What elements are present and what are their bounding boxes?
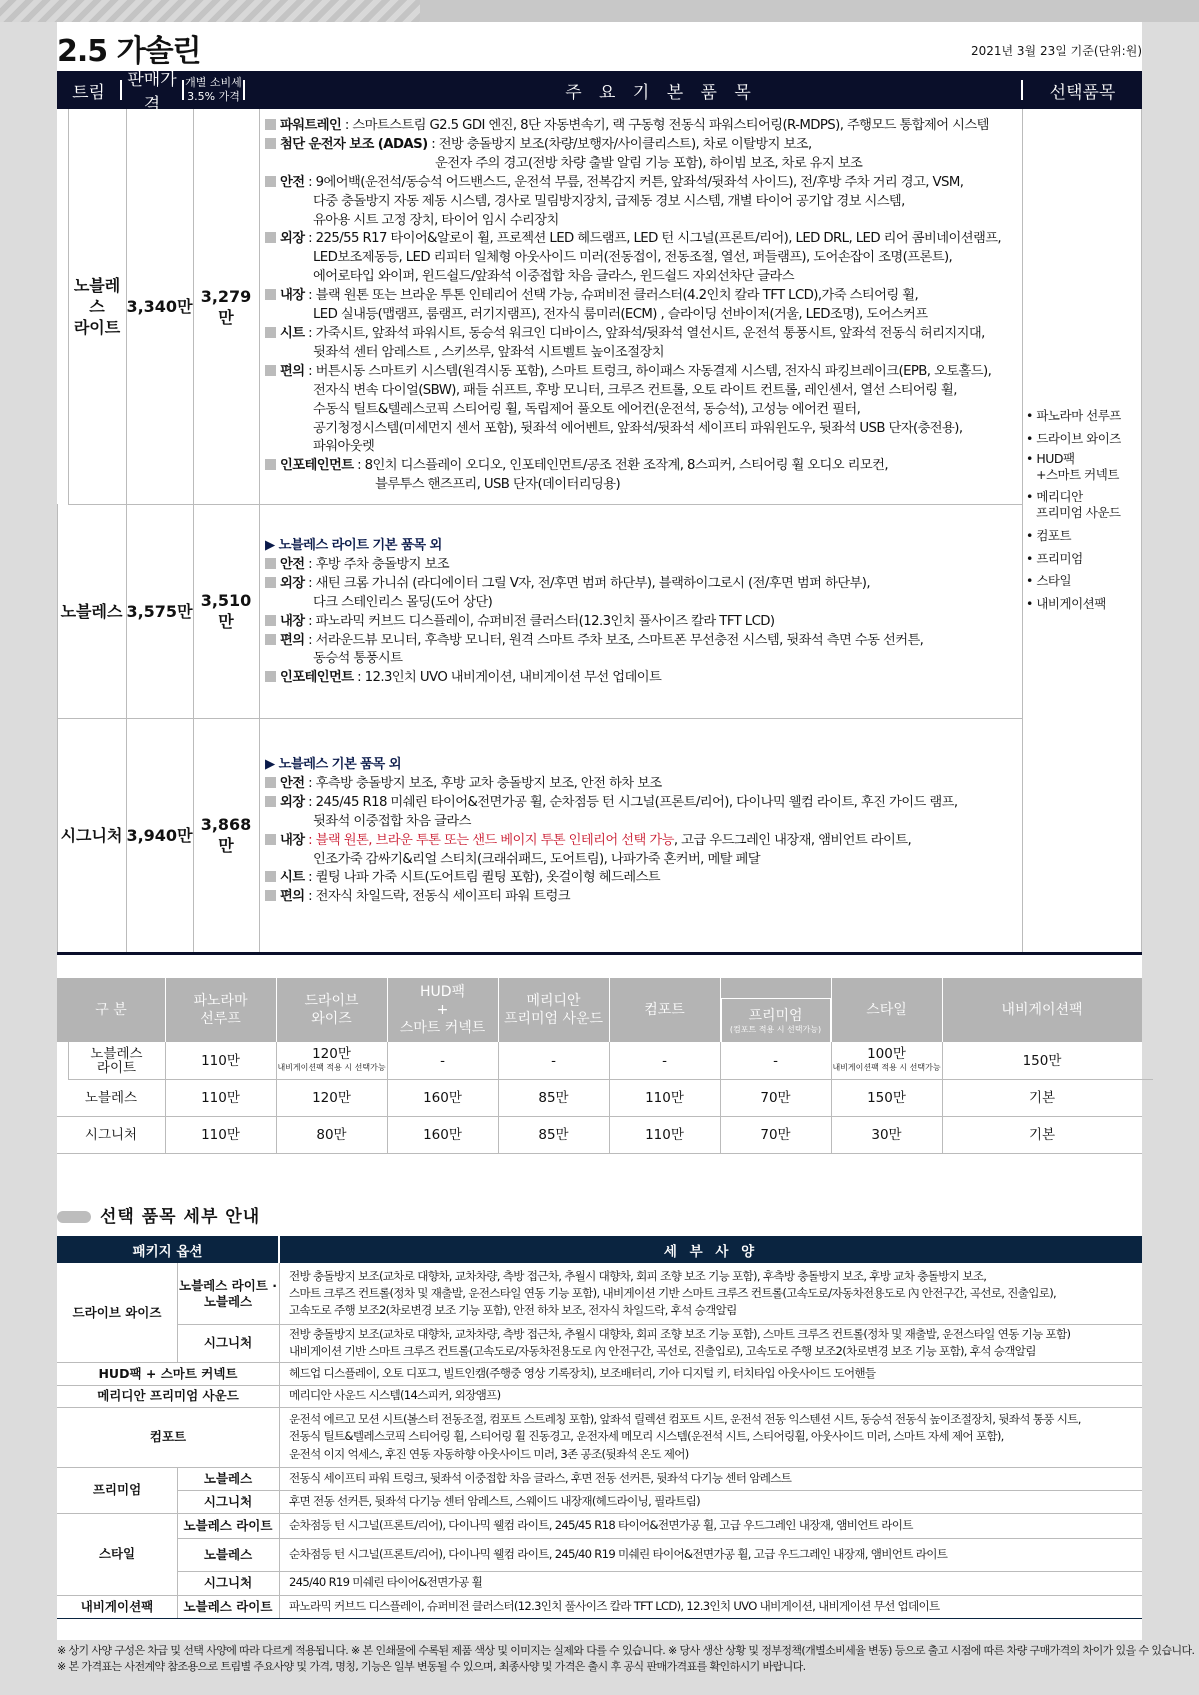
option-header-cell: 컴포트	[609, 978, 720, 1042]
spec-text: : 후방 주차 충돌방지 보조	[304, 556, 449, 572]
header-tax-price-line1: 개별 소비세	[185, 76, 242, 89]
bullet-square-icon	[265, 327, 276, 338]
detail-subtrim: 시그니처	[203, 1575, 253, 1590]
spec-line: 다크 스테인리스 몰딩(도어 상단)	[313, 594, 493, 610]
page-title: 2.5 가솔린	[57, 34, 201, 69]
option-price-cell: -	[662, 1052, 667, 1069]
spec-line: 블루투스 핸즈프리, USB 단자(데이터리딩용)	[375, 477, 621, 493]
right-margin-band	[1142, 22, 1199, 1695]
detail-subtrim: 시그니처	[203, 1335, 253, 1350]
detail-text: 헤드업 디스플레이, 오토 디포그, 빌트인캠(주행중 영상 기록장치), 보조배터리, 기아 디지털 키, 터치타입 아웃사이드 도어핸들	[289, 1365, 876, 1380]
spec-category: 첨단 운전자 보조 (ADAS)	[280, 136, 428, 152]
spec-category: 인포테인먼트	[280, 458, 354, 474]
spec-category: 외장	[280, 231, 305, 247]
bullet-square-icon	[265, 577, 276, 588]
top-strip	[0, 0, 1199, 22]
detail-text: 메리디안 사운드 시스템(14스피커, 외장앰프)	[289, 1388, 501, 1403]
spec-line	[265, 613, 923, 632]
option-header-cell: 스타일	[831, 978, 942, 1042]
option-price-cell: 120만	[312, 1089, 351, 1106]
spec-category: 시트	[280, 870, 305, 886]
spec-text: : 스마트스트림 G2.5 GDI 엔진, 8단 자동변속기, 랙 구동형 전동식 파워스티어링(R-MDPS), 주행모드 통합제어 시스템	[341, 118, 989, 133]
option-item: • 프리미엄	[1026, 550, 1083, 566]
footnote: ※ 상기 사양 구성은 차급 및 선택 사양에 따라 다르게 적용됩니다. ※ 본 인쇄물에 수록된 제품 색상 및 이미지는 실제와 다를 수 있습니다. ※ 당사 생산 상황 및 정부정책(개별소비세율 변동) 등으로 출고 시점에 따른 차량 구매가격의 차이가 있을 수 있습니다.	[57, 1644, 1195, 1657]
header-features: 주 요 기 본 품 목	[565, 82, 757, 103]
spec-category: 시트	[280, 325, 305, 341]
spec-line: 유아용 시트 고정 장치, 타이어 임시 수리장치	[313, 212, 559, 228]
spec-text: : 전방 충돌방지 보조(차량/보행자/사이클리스트), 차로 이탈방지 보조,	[427, 136, 812, 152]
option-price-cell: -	[551, 1052, 556, 1069]
spec-text: : 퀼팅 나파 가죽 시트(도어트림 퀼팅 포함), 옷걸이형 헤드레스트	[304, 870, 660, 886]
option-header-cell: 내비게이션팩	[942, 978, 1142, 1042]
option-price-cell: -	[773, 1052, 778, 1069]
bullet-square-icon	[265, 890, 276, 901]
option-list	[1026, 406, 1121, 613]
detail-text: 전동식 세이프티 파워 트렁크, 뒷좌석 이중접합 차음 글라스, 후면 전동 선커튼, 뒷좌석 다기능 센터 암레스트	[289, 1470, 792, 1485]
spec-line: 에어로타입 와이퍼, 윈드쉴드/앞좌석 이중접합 차음 글라스, 윈드쉴드 자외선차단 글라스	[313, 269, 794, 285]
option-header-cell	[720, 978, 831, 1042]
option-price-cell: 160만	[423, 1126, 462, 1143]
detail-package: 스타일	[98, 1546, 136, 1561]
trim-tax-price: 3,279만	[200, 286, 252, 327]
spec-text: : 225/55 R17 타이어&알로이 휠, 프로젝션 LED 헤드램프, LED 턴 시그널(프론트/리어), LED DRL, LED 리어 콤비네이션램프,	[304, 231, 1002, 247]
top-pattern	[0, 0, 420, 22]
detail-subtrim: 노블레스 라이트	[183, 1517, 273, 1533]
detail-package: 컴포트	[149, 1429, 187, 1444]
option-price-cell: 110만	[201, 1052, 240, 1069]
detail-text: 운전석 에르고 모션 시트(볼스터 전동조절, 컴포트 스트레칭 포함), 앞좌석 릴렉션 컴포트 시트, 운전석 전동 익스텐션 시트, 동승석 전동식 높이조절장치, 뒷좌석 통풍 시트, 전동식 틸트&텔레스코픽 스티어링 휠, 스티어링 휠 진동경고, 운전자세 메모리 시스템(운전석 시트, 스티어링휠, 아웃사이드 미러, 스마트 자세 제어 포함), 운전석 이지 억세스, 후진 연동 자동하향 아웃사이드 미러, 3존 공조(뒷좌석 온도 제어)	[289, 1412, 1081, 1461]
spec-text: : 전자식 차일드락, 전동식 세이프티 파워 트렁크	[304, 889, 571, 905]
spec-category: 외장	[280, 575, 305, 591]
header-options: 선택품목	[1049, 82, 1116, 103]
spec-category: 외장	[280, 794, 305, 810]
option-price-cell: 기본	[1028, 1126, 1056, 1143]
detail-subtrim: 시그니처	[203, 1493, 253, 1509]
trim-price: 3,575만	[126, 601, 193, 621]
detail-text: 파노라믹 커브드 디스플레이, 슈퍼비전 클러스터(12.3인치 풀사이즈 칼라 TFT LCD), 12.3인치 UVO 내비게이션, 내비게이션 무선 업데이트	[289, 1598, 940, 1613]
option-row-trim: 노블레스	[84, 1089, 138, 1106]
spec-line: 동승석 통풍시트	[313, 651, 403, 667]
spec-line: LED보조제동등, LED 리피터 일체형 아웃사이드 미러(전동접이, 전동조절, 열선, 퍼들램프), 도어손잡이 조명(프론트),	[313, 250, 953, 266]
spec-category: 인포테인먼트	[280, 670, 354, 686]
spec-line	[265, 136, 1001, 155]
spec-line	[265, 325, 1001, 344]
spec-line	[265, 457, 1001, 476]
option-header-cell: 구 분	[95, 1002, 127, 1018]
header-price: 판매가격	[127, 70, 177, 115]
spec-line	[265, 832, 957, 851]
detail-package: 메리디안 프리미엄 사운드	[97, 1388, 239, 1403]
option-header-cell: 드라이브 와이즈	[276, 978, 387, 1042]
option-price-cell: 110만	[645, 1089, 684, 1106]
cell-note: 내비게이션팩 적용 시 선택가능	[277, 1062, 386, 1072]
trim-name	[68, 109, 126, 504]
spec-line: 파워아웃렛	[313, 439, 375, 455]
trim-name-line1: 노블레스	[73, 276, 121, 316]
main-table-header	[57, 70, 1142, 115]
option-price-cell: 70만	[760, 1089, 791, 1106]
trim-name: 시그니처	[60, 825, 123, 845]
spec-line: 뒷좌석 센터 암레스트 , 스키쓰루, 앞좌석 시트벨트 높이조절장치	[313, 344, 665, 360]
highlight-text: : 블랙 원톤, 브라운 투톤 또는 샌드 베이지 투톤 인테리어 선택 가능	[304, 832, 674, 848]
spec-line	[265, 174, 1001, 193]
trim-spec-list	[265, 117, 1001, 495]
spec-text: : 버튼시동 스마트키 시스템(원격시동 포함), 스마트 트렁크, 하이패스 자동결제 시스템, 전자식 파킹브레이크(EPB, 오토홀드),	[304, 363, 992, 379]
option-item: • 파노라마 선루프	[1026, 408, 1121, 423]
bullet-square-icon	[265, 615, 276, 626]
detail-text: 245/40 R19 미쉐린 타이어&전면가공 휠	[289, 1575, 483, 1590]
detail-header-spec: 세 부 사 양	[280, 1236, 1142, 1263]
spec-text: , 고급 우드그레인 내장재, 앰비언트 라이트,	[673, 832, 912, 848]
bullet-square-icon	[265, 459, 276, 470]
main-table-body	[57, 109, 1142, 955]
section-title: 선택 품목 세부 안내	[100, 1207, 261, 1227]
detail-subtrim: 노블레스	[203, 1546, 253, 1562]
spec-text: : 9에어백(운전석/동승석 어드밴스드, 운전석 무릎, 전복감지 커튼, 앞좌석/뒷좌석 사이드), 전/후방 주차 거리 경고, VSM,	[304, 174, 964, 190]
spec-line: 인조가죽 감싸기&리얼 스티치(크래쉬패드, 도어트림), 나파가죽 혼커버, 메탈 페달	[313, 851, 761, 867]
spec-text: : 12.3인치 UVO 내비게이션, 내비게이션 무선 업데이트	[353, 670, 662, 686]
spec-line	[265, 363, 1001, 382]
spec-line: 전자식 변속 다이얼(SBW), 패들 쉬프트, 후방 모니터, 크루즈 컨트롤, 오토 라이트 컨트롤, 레인센서, 열선 스티어링 휠,	[313, 382, 957, 398]
base-note: ▶ 노블레스 기본 품목 외	[265, 757, 401, 772]
footnote: ※ 본 가격표는 사전계약 참조용으로 트림별 주요사양 및 가격, 명칭, 기능은 일부 변동될 수 있으며, 최종사양 및 가격은 출시 후 공식 판매가격표를 확인하시기 바랍니다.	[57, 1660, 806, 1673]
spec-text: : 245/45 R18 미쉐린 타이어&전면가공 휠, 순차점등 턴 시그널(프론트/리어), 다이나믹 웰컴 라이트, 후진 가이드 램프,	[304, 794, 958, 810]
bullet-square-icon	[265, 232, 276, 243]
option-price-cell: 85만	[538, 1089, 569, 1106]
premium-header-box: 프리미엄 (컴포트 적용 시 선택가능)	[721, 998, 831, 1043]
spec-line: 다중 충돌방지 자동 제동 시스템, 경사로 밀림방지장치, 급제동 경보 시스템, 개별 타이어 공기압 경보 시스템,	[313, 193, 905, 209]
spec-line: LED 실내등(맵램프, 룸램프, 러기지램프), 전자식 룸미러(ECM) , 슬라이딩 선바이저(거울, LED조명), 도어스커프	[313, 307, 928, 323]
spec-line	[265, 888, 957, 907]
option-price-header	[57, 978, 1142, 1042]
trim-price: 3,340만	[126, 297, 193, 316]
option-item: • 메리디안	[1026, 489, 1083, 504]
spec-category: 안전	[280, 174, 305, 190]
spec-category: 편의	[280, 632, 305, 648]
detail-package: 드라이브 와이즈	[72, 1304, 162, 1320]
option-price-cell: 기본	[1028, 1089, 1056, 1106]
option-price-cell: 110만	[201, 1089, 240, 1106]
spec-category: 편의	[280, 889, 305, 905]
spec-category: 편의	[280, 363, 305, 379]
header-tax-price	[184, 71, 243, 109]
detail-text: 순차점등 턴 시그널(프론트/리어), 다이나믹 웰컴 라이트, 245/40 R19 미쉐린 타이어&전면가공 휠, 고급 우드그레인 내장재, 앰비언트 라이트	[289, 1546, 948, 1561]
section-marker	[57, 1211, 91, 1223]
spec-line	[265, 117, 1001, 136]
spec-line: 운전자 주의 경고(전방 차량 출발 알림 기능 포함), 하이빔 보조, 차로 유지 보조	[435, 155, 863, 171]
bullet-square-icon	[265, 365, 276, 376]
spec-text: : 파노라믹 커브드 디스플레이, 슈퍼비전 클러스터(12.3인치 풀사이즈 칼라 TFT LCD)	[304, 613, 775, 629]
spec-line: 공기청정시스템(미세먼지 센서 포함), 뒷좌석 에어벤트, 앞좌석/뒷좌석 세이프티 파워윈도우, 뒷좌석 USB 단자(충전용),	[313, 420, 963, 436]
spec-line: 수동식 틸트&텔레스코픽 스티어링 휠, 독립제어 풀오토 에어컨(운전석, 동승석), 고성능 에어컨 필터,	[313, 401, 861, 417]
spec-line	[265, 775, 957, 794]
option-price-cell: 30만	[871, 1126, 902, 1143]
option-item: • 스타일	[1026, 573, 1072, 588]
detail-package: 내비게이션팩	[80, 1598, 154, 1614]
option-item: • 내비게이션팩	[1026, 595, 1106, 611]
detail-text: 전방 충돌방지 보조(교차로 대향차, 교차차량, 측방 접근차, 추월시 대향차, 회피 조향 보조 기능 포함), 후측방 충돌방지 보조, 후방 교차 충돌방지 보조, 스마트 크루즈 컨트롤(정차 및 재출발, 운전스타일 연동 기능 포함), 내비게이션 기반 스마트 크루즈 컨트롤(고속도로/자동차전용도로 內 안전구간, 곡선로, 진출입로), 고속도로 주행 보조2(차로변경 보조 기능 포함), 안전 하차 보조, 전자식 차일드락, 후석 승객알림	[289, 1268, 1057, 1318]
date-note: 2021년 3월 23일 기준(단위:원)	[970, 44, 1142, 58]
bullet-square-icon	[265, 634, 276, 645]
spec-text: : 8인치 디스플레이 오디오, 인포테인먼트/공조 전환 조작계, 8스피커, 스티어링 휠 오디오 리모컨,	[353, 458, 889, 474]
left-margin-band	[0, 22, 57, 1695]
option-price-cell: 120만 내비게이션팩 적용 시 선택가능	[276, 1042, 387, 1079]
spec-category: 내장	[280, 613, 305, 629]
trim-spec-list	[265, 756, 957, 907]
bullet-square-icon	[265, 777, 276, 788]
detail-text: 후면 전동 선커튼, 뒷좌석 다기능 센터 암레스트, 스웨이드 내장재(헤드라이닝, 필라트림)	[289, 1493, 700, 1508]
spec-category: 안전	[280, 556, 305, 572]
option-price-cell: 70만	[760, 1126, 791, 1143]
option-price-cell: -	[440, 1052, 445, 1069]
bullet-square-icon	[265, 558, 276, 569]
detail-subtrim: 노블레스	[203, 1470, 253, 1486]
detail-text: 전방 충돌방지 보조(교차로 대향차, 교차차량, 측방 접근차, 추월시 대향차, 회피 조향 보조 기능 포함), 스마트 크루즈 컨트롤(정차 및 재출발, 운전스타일 연동 기능 포함) 내비게이션 기반 스마트 크루즈 컨트롤(고속도로/자동차전용도로 內 안전구간, 곡선로, 진출입로), 고속도로 주행 보조2(차로변경 보조 기능 포함), 후석 승객알림	[289, 1326, 1071, 1358]
bullet-square-icon	[265, 796, 276, 807]
spec-line	[265, 869, 957, 888]
bullet-square-icon	[265, 119, 276, 130]
bullet-square-icon	[265, 138, 276, 149]
option-row-trim: 시그니처	[84, 1126, 138, 1143]
spec-text: : 후측방 충돌방지 보조, 후방 교차 충돌방지 보조, 안전 하차 보조	[304, 775, 662, 791]
option-price-cell: 100만 내비게이션팩 적용 시 선택가능	[831, 1042, 942, 1079]
trim-name: 노블레스	[60, 601, 123, 621]
bullet-square-icon	[265, 671, 276, 682]
option-item: • 드라이브 와이즈	[1026, 430, 1121, 446]
option-price-cell: 80만	[316, 1126, 347, 1143]
bullet-square-icon	[265, 834, 276, 845]
detail-header-package: 패키지 옵션	[57, 1236, 278, 1263]
option-header-cell: HUD팩 + 스마트 커넥트	[387, 978, 498, 1042]
option-header-cell: 메리디안 프리미엄 사운드	[498, 978, 609, 1042]
option-price-cell: 150만	[867, 1089, 906, 1106]
spec-category: 파워트레인	[280, 118, 342, 133]
option-header-cell: 파노라마 선루프	[165, 978, 276, 1042]
header-tax-price-line2: 3.5% 가격	[187, 90, 240, 103]
trim-tax-price: 3,868만	[200, 815, 252, 855]
bullet-square-icon	[265, 289, 276, 300]
cell-note: 내비게이션팩 적용 시 선택가능	[832, 1062, 941, 1072]
option-item: • 컴포트	[1026, 528, 1072, 543]
spec-category: 내장	[280, 832, 305, 848]
detail-package: HUD팩 + 스마트 커넥트	[98, 1365, 238, 1381]
detail-package: 프리미엄	[92, 1482, 142, 1497]
option-price-cell: 150만	[1022, 1052, 1062, 1069]
trim-spec-list	[265, 537, 923, 688]
option-price-cell: 160만	[423, 1089, 462, 1106]
footnotes	[57, 1643, 1194, 1675]
bullet-square-icon	[265, 176, 276, 187]
header-trim: 트림	[72, 82, 105, 103]
option-price-cell: 110만	[645, 1126, 684, 1143]
option-row-trim: 노블레스 라이트	[90, 1045, 143, 1076]
bullet-square-icon	[265, 871, 276, 882]
spec-category: 내장	[280, 288, 305, 304]
spec-line: 뒷좌석 이중접합 차음 글라스	[313, 813, 471, 829]
spec-line	[265, 794, 957, 813]
spec-text: : 서라운드뷰 모니터, 후측방 모니터, 원격 스마트 주차 보조, 스마트폰 무선충전 시스템, 뒷좌석 측면 수동 선커튼,	[304, 632, 924, 648]
trim-name-line2: 라이트	[73, 318, 121, 337]
spec-line	[265, 556, 923, 575]
option-item: • HUD팩	[1026, 451, 1075, 466]
spec-line	[265, 575, 923, 594]
trim-price: 3,940만	[126, 825, 193, 845]
detail-text: 순차점등 턴 시그널(프론트/리어), 다이나믹 웰컴 라이트, 245/45 R18 타이어&전면가공 휠, 고급 우드그레인 내장재, 앰비언트 라이트	[289, 1517, 913, 1532]
spec-line	[265, 669, 923, 688]
spec-text: : 가죽시트, 앞좌석 파워시트, 동승석 워크인 디바이스, 앞좌석/뒷좌석 열선시트, 운전석 통풍시트, 앞좌석 전동식 허리지지대,	[304, 325, 985, 341]
spec-line	[265, 230, 1001, 249]
premium-note: (컴포트 적용 시 선택가능)	[729, 1024, 822, 1034]
trim-tax-price: 3,510만	[200, 591, 252, 631]
option-price-cell: 85만	[538, 1126, 569, 1143]
spec-text: : 새틴 크롬 가니쉬 (라디에이터 그릴 V자, 전/후면 범퍼 하단부), 블랙하이그로시 (전/후면 범퍼 하단부),	[304, 575, 870, 591]
option-price-cell: 110만	[201, 1126, 240, 1143]
spec-text: : 블랙 원톤 또는 브라운 투톤 인테리어 선택 가능, 슈퍼비전 클러스터(4.2인치 칼라 TFT LCD),가죽 스티어링 휠,	[304, 288, 919, 304]
spec-line	[265, 287, 1001, 306]
spec-line	[265, 632, 923, 651]
detail-subtrim: 노블레스 라이트	[183, 1598, 273, 1614]
detail-subtrim: 노블레스 라이트 · 노블레스	[179, 1277, 277, 1309]
option-item: +스마트 커넥트	[1036, 467, 1119, 482]
spec-category: 안전	[280, 775, 305, 791]
base-note: ▶ 노블레스 라이트 기본 품목 외	[265, 538, 442, 553]
option-item: 프리미엄 사운드	[1036, 505, 1121, 520]
